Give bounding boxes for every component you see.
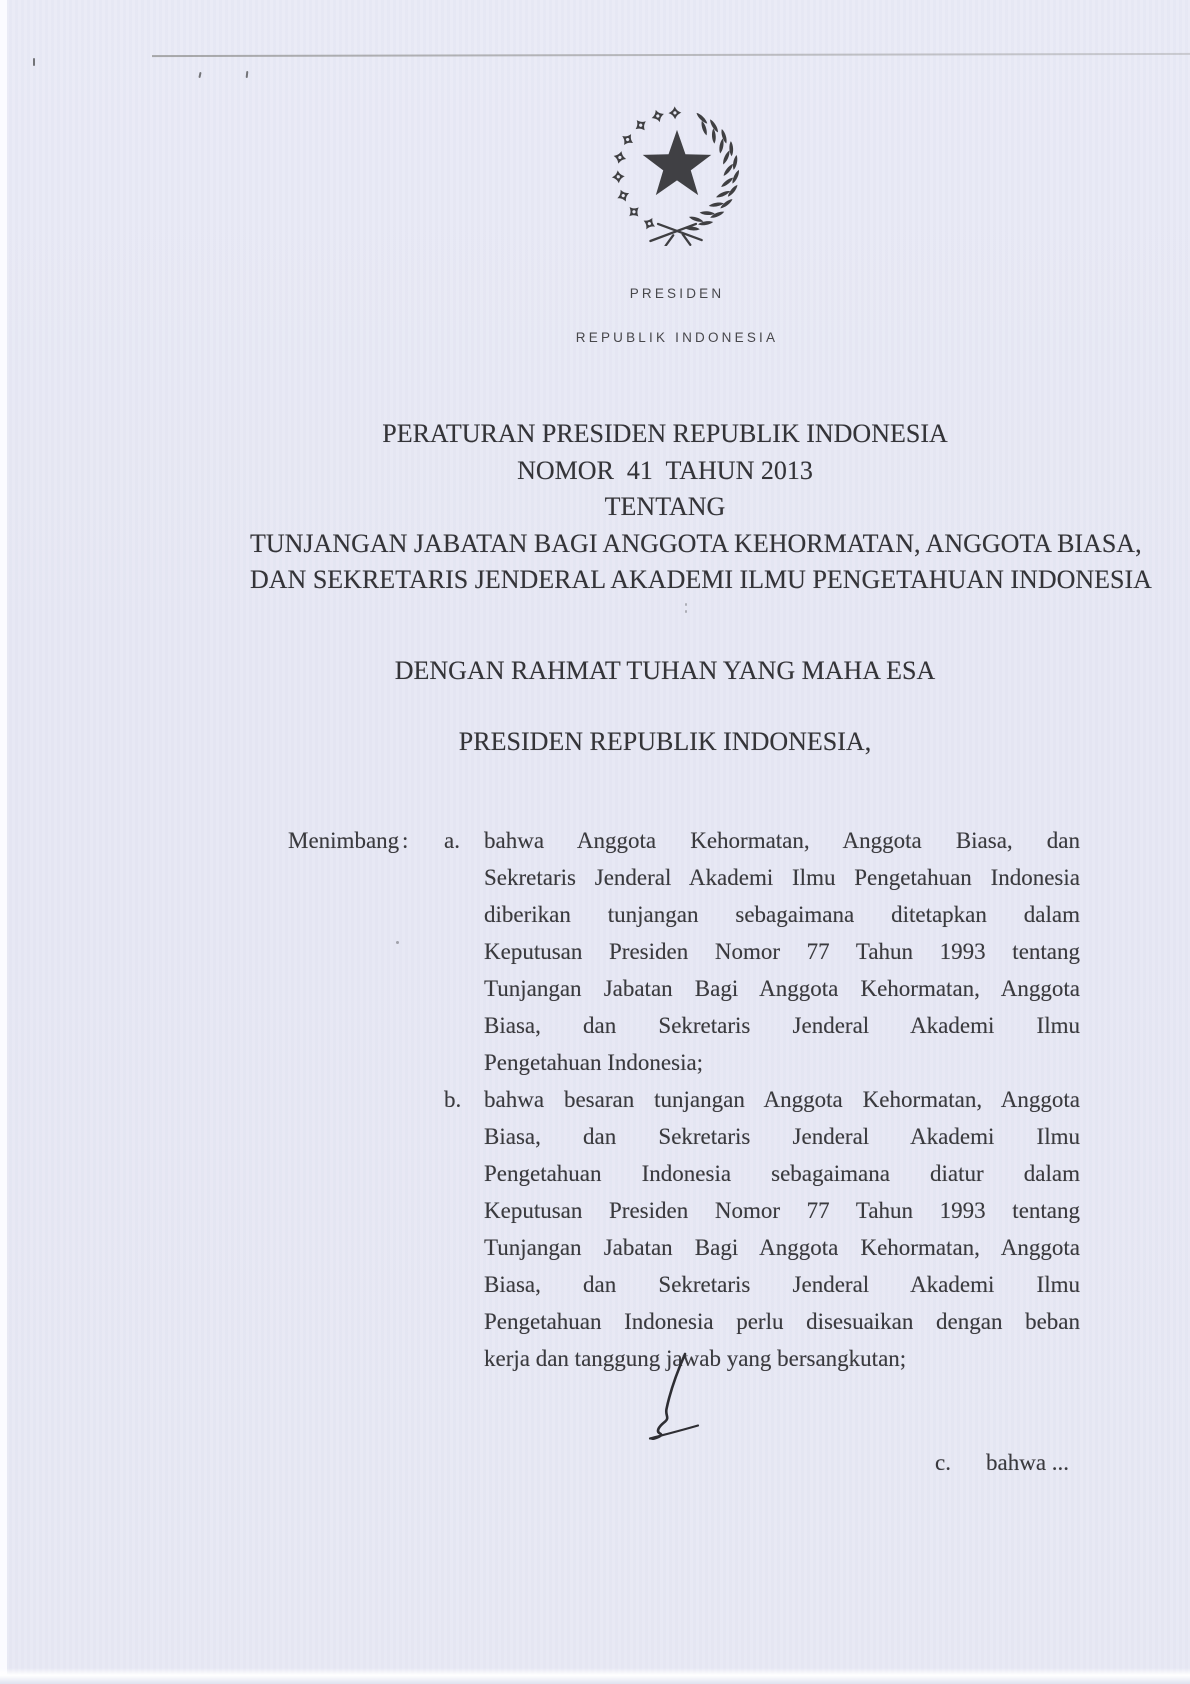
item-a-line: Tunjangan Jabatan Bagi Anggota Kehormatan, Anggota — [484, 976, 1080, 1001]
item-a-line: Keputusan Presiden Nomor 77 Tahun 1993 tentang — [484, 939, 1080, 964]
item-b-line: Tunjangan Jabatan Bagi Anggota Kehormatan, Anggota — [484, 1235, 1080, 1260]
scan-speck — [246, 71, 249, 78]
doc-title-line: TUNJANGAN JABATAN BAGI ANGGOTA KEHORMATAN, ANGGOTA BIASA, — [250, 528, 1142, 558]
item-b-line: Biasa, dan Sekretaris Jenderal Akademi Ilmu — [484, 1272, 1080, 1297]
item-b-line: Biasa, dan Sekretaris Jenderal Akademi Ilmu — [484, 1124, 1080, 1149]
item-a-line: Biasa, dan Sekretaris Jenderal Akademi Ilmu — [484, 1013, 1080, 1038]
star-icon — [643, 130, 712, 195]
item-a-line: Sekretaris Jenderal Akademi Ilmu Pengetahuan Indonesia — [484, 865, 1080, 890]
doc-title-line: PERATURAN PRESIDEN REPUBLIK INDONESIA — [382, 419, 948, 448]
doc-title-line: DAN SEKRETARIS JENDERAL AKADEMI ILMU PENGETAHUAN INDONESIA — [250, 565, 1152, 594]
state-emblem-icon — [582, 103, 772, 246]
item-b-line: Pengetahuan Indonesia sebagaimana diatur dalam — [484, 1161, 1080, 1186]
handwritten-initial-icon — [645, 1350, 707, 1440]
letterhead-line1: PRESIDEN — [629, 286, 725, 301]
scan-speck — [33, 58, 35, 66]
scan-speck — [685, 603, 687, 606]
item-b-marker: b. — [444, 1087, 462, 1112]
item-b-line: bahwa besaran tunjangan Anggota Kehormatan, Anggota — [484, 1087, 1080, 1112]
item-b-line: Keputusan Presiden Nomor 77 Tahun 1993 tentang — [484, 1198, 1080, 1223]
item-a-text — [484, 822, 1080, 1081]
doc-title-line: TENTANG — [604, 492, 726, 521]
catchword-marker: c. — [935, 1450, 951, 1475]
authority-line: PRESIDEN REPUBLIK INDONESIA, — [458, 727, 872, 756]
item-a-marker: a. — [444, 828, 460, 853]
item-a-line: diberikan tunjangan sebagaimana ditetapkan dalam — [484, 902, 1080, 927]
item-b-line: Pengetahuan Indonesia perlu disesuaikan dengan beban — [484, 1309, 1080, 1334]
item-b-text — [484, 1081, 1080, 1377]
scan-speck — [685, 610, 687, 613]
scan-artifact-line — [152, 53, 1190, 57]
scan-speck — [396, 941, 399, 944]
doc-title-line: NOMOR 41 TAHUN 2013 — [517, 455, 813, 485]
item-a-line: bahwa Anggota Kehormatan, Anggota Biasa, dan — [484, 828, 1080, 853]
scan-edge-left — [0, 0, 7, 1684]
item-a-line: Pengetahuan Indonesia; — [484, 1050, 704, 1075]
letterhead-line2: REPUBLIK INDONESIA — [575, 329, 779, 345]
scan-edge-bottom — [0, 1668, 1190, 1684]
scan-speck — [198, 72, 201, 78]
doc-title — [250, 416, 1152, 599]
letterhead — [477, 258, 877, 374]
invocation-line: DENGAN RAHMAT TUHAN YANG MAHA ESA — [394, 656, 936, 685]
considering-label: Menimbang — [288, 828, 400, 853]
item-b-line: kerja dan tanggung jawab yang bersangkutan; — [484, 1346, 907, 1371]
considering-colon: : — [402, 828, 409, 853]
catchword-text: bahwa ... — [986, 1450, 1070, 1475]
wreath-right-rice — [684, 112, 740, 231]
